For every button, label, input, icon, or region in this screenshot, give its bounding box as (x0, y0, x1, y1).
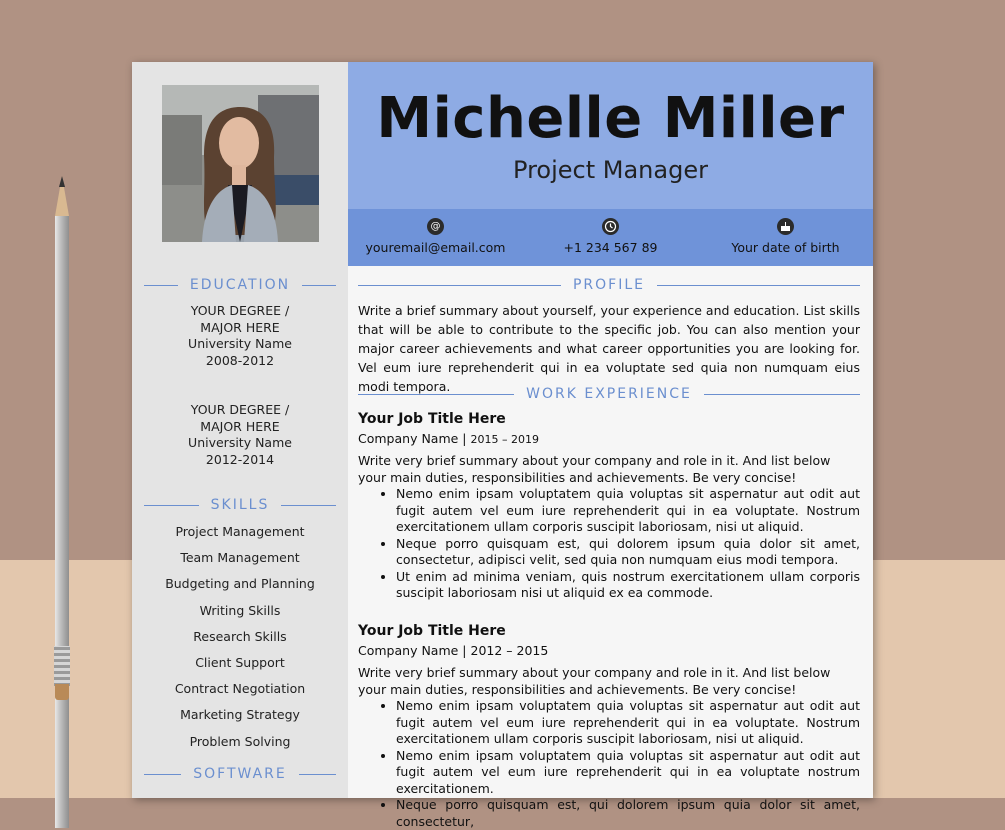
job-entry-2 (358, 623, 860, 830)
education-entry-2 (132, 402, 348, 468)
divider-line (144, 774, 181, 775)
skill-item: Team Management (180, 550, 300, 566)
profile-summary: Write a brief summary about yourself, your experience and education. List skills that will be able to contribute to the specific job. You can also mention your major career achievements and what career opportunities you are looking for. Vel eum iure reprehenderit qui in ea voluptate sed quia non numquam eius modi tempora. (358, 303, 860, 394)
pencil-image (52, 176, 72, 700)
list-item: • Nemo enim ipsam voluptatem quia voluptas sit aspernatur aut odit aut fugit autem vel eum iure reprehenderit qui in ea voluptate nostrum exercitationem. (396, 748, 860, 798)
skill-item: Problem Solving (189, 733, 291, 749)
contact-birth (698, 209, 873, 255)
profile-photo (162, 85, 319, 242)
job-entry-company (358, 431, 860, 446)
work-experience-heading (358, 386, 860, 402)
work-experience-heading-text: WORK EXPERIENCE (526, 386, 692, 402)
birth-text: Your date of birth (731, 240, 840, 255)
list-item: • Ut enim ad minima veniam, quis nostrum exercitationem ullam corporis suscipit laboriosam nisi ut aliquid ex ea commode. (396, 569, 860, 602)
list-item: • Nemo enim ipsam voluptatem quia voluptas sit aspernatur aut odit aut fugit autem vel eum iure reprehenderit qui in ea voluptate. Nostrum exercitationem ullam corporis suscipit laboriosam, nisi ut aliquid. (396, 698, 860, 748)
divider-line (358, 394, 514, 395)
skill-item: Research Skills (193, 628, 287, 644)
education-entry-1 (132, 303, 348, 369)
phone-icon (602, 218, 619, 235)
skills-heading (144, 497, 336, 513)
university-name: University Name (188, 435, 292, 450)
cake-icon (777, 218, 794, 235)
skill-item: Project Management (175, 524, 305, 539)
skills-heading-text: SKILLS (210, 497, 270, 513)
skill-item: Marketing Strategy (180, 707, 300, 723)
job-dates: 2015 – 2019 (470, 433, 539, 446)
contact-email (348, 209, 523, 255)
education-years: 2008-2012 (205, 352, 275, 368)
resume-page (132, 62, 873, 829)
skill-item: Budgeting and Planning (165, 576, 315, 592)
pencil-eraser (55, 684, 69, 700)
contact-phone (523, 209, 698, 255)
major-line: MAJOR HERE (200, 418, 280, 434)
job-title: Project Manager (513, 156, 708, 184)
resume-header (348, 62, 873, 209)
divider-line (358, 285, 561, 286)
education-heading (144, 277, 336, 293)
education-years: 2012-2014 (205, 451, 275, 467)
job-entry-title: Your Job Title Here (358, 623, 506, 639)
company-name: Company Name | (358, 431, 467, 446)
list-item: • Neque porro quisquam est, qui dolorem ipsum quia dolor sit amet, consectetur, adipisci velit, sed quia non numquam eius modi tempora. (396, 536, 860, 569)
skill-item: Writing Skills (199, 602, 281, 618)
contact-bar (348, 209, 873, 266)
portrait-image (162, 85, 319, 242)
job-dates: 2012 – 2015 (470, 643, 549, 658)
email-text: youremail@email.com (365, 240, 506, 255)
job-summary: Write very brief summary about your company and role in it. And list below your main duties, responsibilities and achievements. Be very concise! (358, 665, 831, 697)
skill-item: Client Support (195, 654, 285, 670)
education-heading-text: EDUCATION (189, 277, 291, 293)
software-heading (144, 766, 336, 782)
list-item: • Neque porro quisquam est, qui dolorem ipsum quia dolor sit amet, consectetur, (396, 797, 860, 830)
degree-line: YOUR DEGREE / (190, 303, 290, 318)
divider-line (704, 394, 860, 395)
divider-line (281, 505, 336, 506)
pencil-body (55, 216, 69, 828)
divider-line (144, 505, 199, 506)
phone-text: +1 234 567 89 (563, 240, 658, 255)
pencil-lead (59, 176, 65, 187)
skill-item: Contract Negotiation (174, 681, 306, 697)
at-icon: @ (427, 218, 444, 235)
pencil-ferrule (54, 646, 70, 686)
sidebar (132, 62, 348, 798)
list-item: • Nemo enim ipsam voluptatem quia voluptas sit aspernatur aut odit aut fugit autem vel eum iure reprehenderit qui in ea voluptate. Nostrum exercitationem ullam corporis suscipit laboriosam, nisi ut aliquid. (396, 486, 860, 536)
job-entry-1 (358, 411, 860, 602)
job-summary: Write very brief summary about your company and role in it. And list below your main duties, responsibilities and achievements. Be very concise! (358, 453, 831, 485)
job-entry-company (358, 643, 860, 658)
university-name: University Name (188, 336, 292, 351)
divider-line (144, 285, 178, 286)
software-heading-text: SOFTWARE (193, 766, 287, 782)
job-duties-list (358, 698, 860, 830)
job-entry-title: Your Job Title Here (358, 411, 506, 427)
major-line: MAJOR HERE (200, 319, 280, 335)
profile-heading-text: PROFILE (572, 277, 646, 293)
divider-line (299, 774, 336, 775)
job-duties-list (358, 486, 860, 602)
profile-heading (358, 277, 860, 293)
company-name: Company Name | (358, 643, 467, 658)
divider-line (657, 285, 860, 286)
degree-line: YOUR DEGREE / (190, 402, 290, 417)
divider-line (302, 285, 336, 286)
skills-list (132, 523, 348, 759)
candidate-name: Michelle Miller (376, 86, 845, 151)
